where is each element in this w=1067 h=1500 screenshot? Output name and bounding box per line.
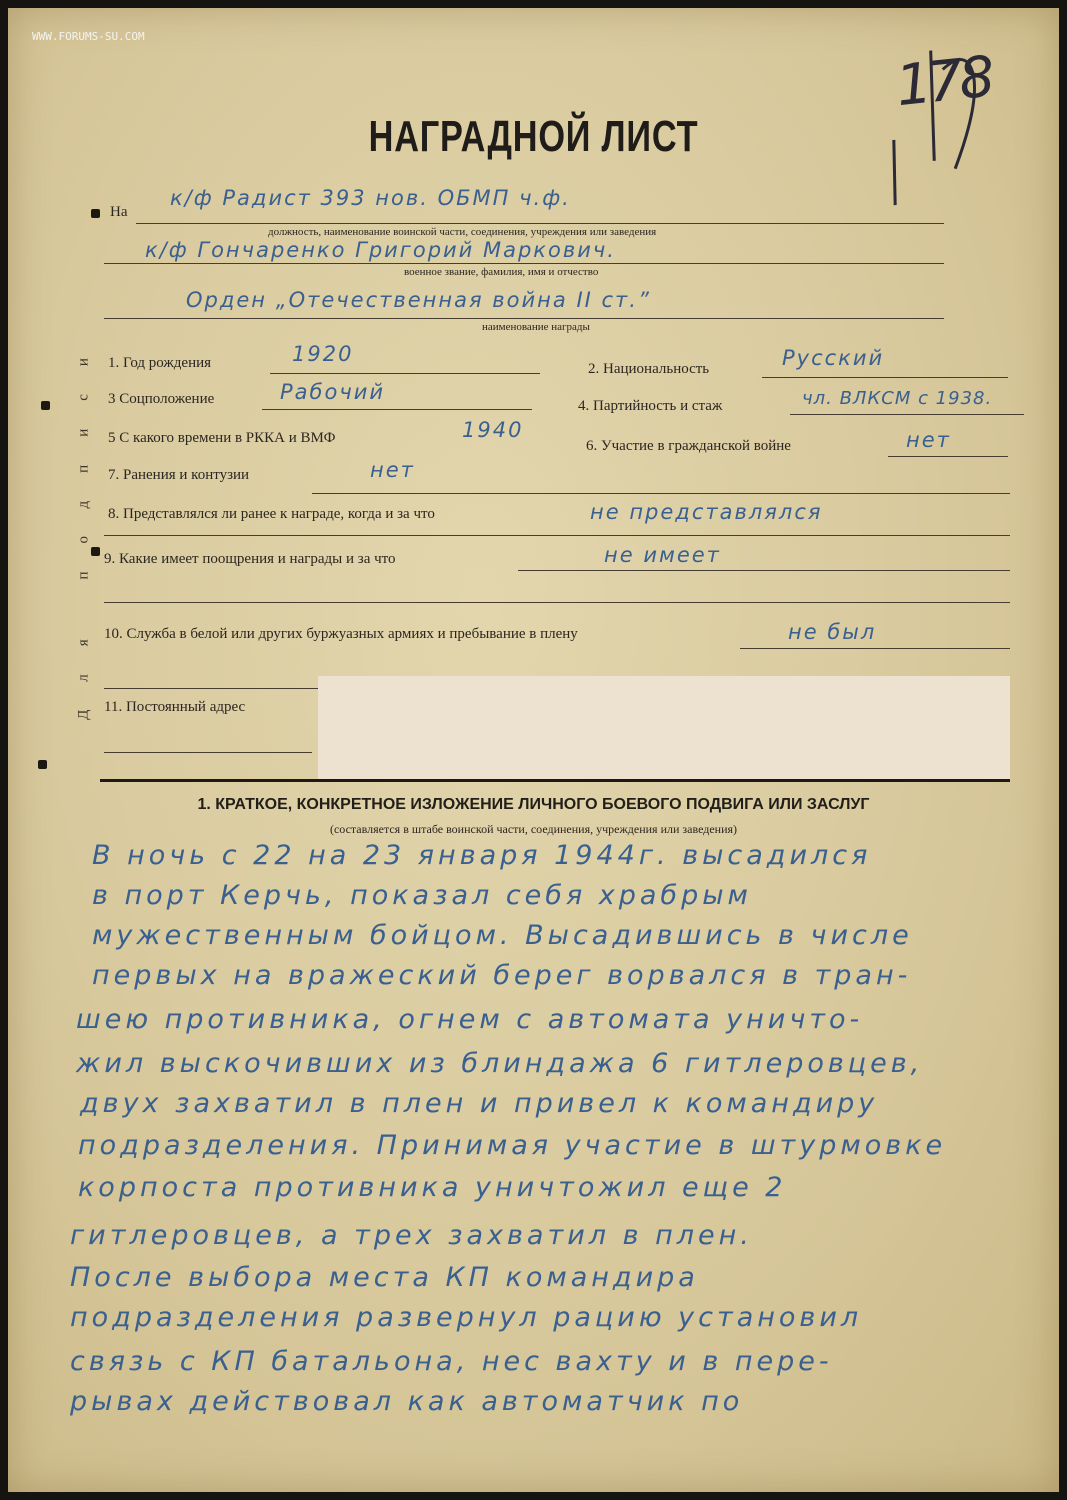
section-heading: 1. КРАТКОЕ, КОНКРЕТНОЕ ИЗЛОЖЕНИЕ ЛИЧНОГО БОЕВОГО ПОДВИГА ИЛИ ЗАСЛУГ: [197, 796, 870, 813]
field-2-line: [762, 377, 1008, 378]
narrative-line: жил выскочивших из блиндажа 6 гитлеровцев,: [76, 1048, 924, 1079]
side-label: [62, 290, 106, 760]
award-value: Орден „Отечественная война II ст.”: [186, 288, 651, 312]
narrative-line: корпоста противника уничтожил еще 2: [78, 1172, 787, 1203]
narrative-line: подразделения развернул рацию установил: [70, 1302, 863, 1333]
field-7-value: нет: [370, 458, 415, 482]
position-line: [136, 223, 944, 224]
watermark: WWW.FORUMS-SU.COM: [32, 30, 145, 43]
field-10-line: [740, 648, 1010, 649]
narrative-line: В ночь с 22 на 23 января 1944г. высадился: [92, 840, 872, 871]
field-8-value: не представлялся: [590, 500, 823, 524]
field-9-label: 9. Какие имеет поощрения и награды и за что: [104, 551, 396, 567]
field-8-label: 8. Представлялся ли ранее к награде, когда и за что: [108, 506, 435, 522]
blank-line: [104, 752, 312, 753]
narrative-line: мужественным бойцом. Высадившись в числе: [92, 920, 913, 951]
name-value: к/ф Гончаренко Григорий Маркович.: [145, 238, 616, 262]
address-redaction: [318, 676, 1010, 782]
field-5-value: 1940: [462, 418, 524, 442]
punch-hole: [91, 547, 100, 556]
field-10-value: не был: [788, 620, 877, 644]
narrative-line: рывах действовал как автоматчик по: [70, 1386, 744, 1417]
field-3-value: Рабочий: [280, 380, 386, 404]
field-2-label: 2. Национальность: [588, 361, 710, 377]
field-4-label: 4. Партийность и стаж: [578, 398, 723, 414]
field-6-value: нет: [906, 428, 951, 452]
name-caption: военное звание, фамилия, имя и отчество: [404, 266, 599, 278]
field-1-label: 1. Год рождения: [108, 355, 212, 371]
document-title: НАГРАДНОЙ ЛИСТ: [368, 112, 699, 161]
field-8-line: [104, 535, 1010, 536]
position-caption: должность, наименование воинской части, соединения, учреждения или заведения: [268, 226, 657, 238]
field-3-line: [262, 409, 532, 410]
handwritten-number-text: 178: [892, 44, 995, 120]
field-10-label: 10. Служба в белой или других буржуазных армиях и пребывание в плену: [104, 626, 578, 642]
field-5-label: 5 С какого времени в РККА и ВМФ: [108, 430, 336, 446]
narrative-line: После выбора места КП командира: [70, 1262, 699, 1293]
section-subheading: (составляется в штабе воинской части, соединения, учреждения или заведения): [329, 822, 738, 836]
section-divider: [100, 779, 1010, 782]
field-6-line: [888, 456, 1008, 457]
side-label-text: Для подписи: [75, 330, 92, 720]
field-1-value: 1920: [292, 342, 354, 366]
narrative-line: связь с КП батальона, нес вахту и в пере-: [70, 1346, 833, 1377]
field-6-label: 6. Участие в гражданской войне: [586, 438, 791, 454]
blank-line: [104, 602, 1010, 603]
field-4-line: [790, 414, 1024, 415]
narrative-line: в порт Керчь, показал себя храбрым: [92, 880, 752, 911]
field-9-value: не имеет: [604, 543, 721, 567]
punch-hole: [91, 209, 100, 218]
award-line: [104, 318, 944, 319]
punch-hole: [41, 401, 50, 410]
field-7-label: 7. Ранения и контузии: [108, 467, 250, 483]
field-9-line: [518, 570, 1010, 571]
field-7-line: [312, 493, 1010, 494]
field-2-value: Русский: [782, 346, 885, 370]
position-value: к/ф Радист 393 нов. ОБМП ч.ф.: [170, 186, 571, 210]
na-label: На: [110, 204, 128, 220]
narrative-line: гитлеровцев, а трех захватил в плен.: [70, 1220, 753, 1251]
narrative-line: первых на вражеский берег ворвался в тран-: [92, 960, 912, 991]
punch-hole: [38, 760, 47, 769]
narrative-line: шею противника, огнем с автомата уничто-: [76, 1004, 864, 1035]
name-line: [104, 263, 944, 264]
narrative-line: двух захватил в плен и привел к командиру: [80, 1088, 879, 1119]
field-4-value: чл. ВЛКСМ с 1938.: [802, 388, 993, 409]
narrative-line: подразделения. Принимая участие в штурмовке: [78, 1130, 947, 1161]
field-1-line: [270, 373, 540, 374]
field-3-label: 3 Соцположение: [108, 391, 215, 407]
award-caption: наименование награды: [482, 321, 590, 333]
field-11-label: 11. Постоянный адрес: [104, 699, 246, 715]
